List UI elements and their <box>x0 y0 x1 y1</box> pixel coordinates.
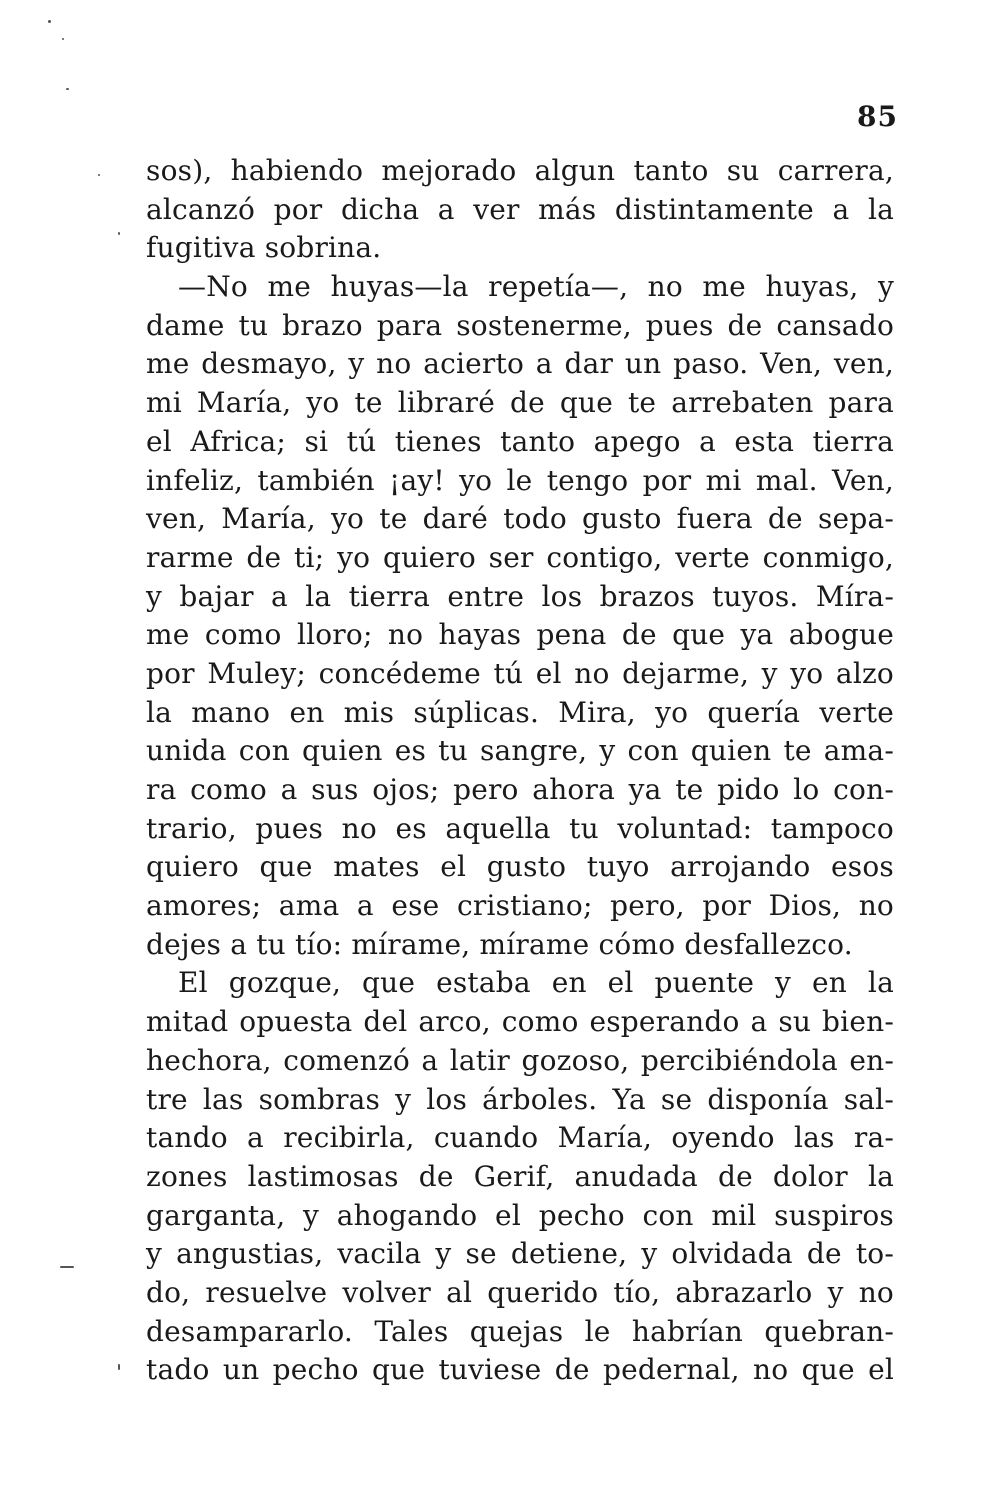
text-line: por Muley; concédeme tú el no dejarme, y yo alzo <box>146 656 894 690</box>
text-line: me como lloro; no hayas pena de que ya abogue <box>146 618 894 652</box>
text-line: desampararlo. Tales quejas le habrían quebran- <box>146 1314 894 1348</box>
text-line: tando a recibirla, cuando María, oyendo las ra- <box>146 1121 894 1155</box>
text-line: tado un pecho que tuviese de pedernal, no que el <box>146 1353 894 1387</box>
text-line: El gozque, que estaba en el puente y en la <box>178 966 894 1000</box>
text-line: do, resuelve volver al querido tío, abrazarlo y no <box>146 1275 894 1309</box>
text-line: amores; ama a ese cristiano; pero, por Dios, no <box>146 889 894 923</box>
text-line: mi María, yo te libraré de que te arrebaten para <box>146 386 894 420</box>
text-line: sos), habiendo mejorado algun tanto su carrera, <box>146 154 894 187</box>
scan-speck <box>66 88 69 90</box>
text-line: ven, María, yo te daré todo gusto fuera de sepa- <box>146 502 894 536</box>
text-line: dame tu brazo para sostenerme, pues de cansado <box>146 308 894 342</box>
page-number: 85 <box>857 100 898 133</box>
scan-speck <box>118 232 120 235</box>
text-line: mitad opuesta del arco, como esperando a su bien- <box>146 1005 894 1039</box>
text-line: alcanzó por dicha a ver más distintamente a la <box>146 192 894 226</box>
text-line: rarme de ti; yo quiero ser contigo, verte conmigo, <box>146 540 894 574</box>
text-line: fugitiva sobrina. <box>146 231 382 265</box>
text-line: zones lastimosas de Gerif, anudada de dolor la <box>146 1159 894 1193</box>
text-line: dejes a tu tío: mírame, mírame cómo desfallezco. <box>146 927 853 961</box>
body-text <box>146 152 894 1390</box>
scan-speck <box>118 1364 120 1370</box>
text-line: trario, pues no es aquella tu voluntad: tampoco <box>146 811 894 845</box>
scan-speck <box>48 20 51 23</box>
text-line: tre las sombras y los árboles. Ya se disponía sal- <box>146 1082 894 1116</box>
text-line: hechora, comenzó a latir gozoso, percibiéndola en- <box>146 1043 894 1077</box>
scan-speck <box>60 1266 74 1268</box>
text-line: me desmayo, y no acierto a dar un paso. Ven, ven, <box>146 347 894 381</box>
scan-speck <box>98 174 100 176</box>
text-line: ra como a sus ojos; pero ahora ya te pido lo con- <box>146 773 894 806</box>
text-line: unida con quien es tu sangre, y con quien te ama- <box>146 734 894 768</box>
text-line: y bajar a la tierra entre los brazos tuyos. Míra- <box>146 579 894 613</box>
text-line: —No me huyas—la repetía—, no me huyas, y <box>178 270 894 304</box>
text-line: infeliz, también ¡ay! yo le tengo por mi mal. Ven, <box>146 463 894 497</box>
scan-speck <box>62 38 64 40</box>
text-line: garganta, y ahogando el pecho con mil suspiros <box>146 1198 894 1232</box>
text-line: el Africa; si tú tienes tanto apego a esta tierra <box>146 424 894 458</box>
text-line: la mano en mis súplicas. Mira, yo quería verte <box>146 695 894 729</box>
text-line: quiero que mates el gusto tuyo arrojando esos <box>146 850 894 884</box>
text-line: y angustias, vacila y se detiene, y olvidada de to- <box>146 1237 894 1271</box>
